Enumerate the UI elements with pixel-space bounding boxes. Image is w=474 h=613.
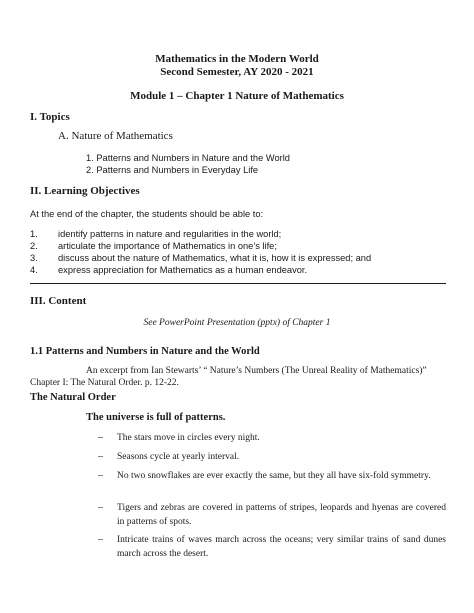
objective-number: 4. [30,265,38,275]
bullet-text: Seasons cycle at yearly interval. [117,452,240,462]
content-note: See PowerPoint Presentation (pptx) of Chapter 1 [143,318,331,328]
dash-marker: – [98,451,103,462]
dash-marker: – [98,502,103,513]
objective-number: 1. [30,229,38,239]
dash-marker: – [98,534,103,545]
excerpt-line: An excerpt from Ian Stewarts’ “ Nature’s Numbers (The Unreal Reality of Mathematics)” [86,366,427,376]
objective-text: discuss about the nature of Mathematics, what it is, how it is expressed; and [58,253,372,263]
objective-number: 3. [30,253,38,263]
bullet-text: Intricate trains of waves march across the oceans; very similar trains of sand dunes march across the desert. [117,535,446,559]
topics-heading: I. Topics [30,111,70,123]
objective-number: 2. [30,241,38,251]
objective-text: articulate the importance of Mathematics in one’s life; [58,241,277,251]
objectives-intro: At the end of the chapter, the students should be able to: [30,209,264,219]
topics-subheading [58,130,173,142]
objective-text: identify patterns in nature and regularities in the world; [58,229,282,239]
semester-title: Second Semester, AY 2020 - 2021 [160,66,314,78]
objectives-heading: II. Learning Objectives [30,185,140,197]
excerpt-line: Chapter I: The Natural Order. p. 12-22. [30,378,179,388]
content-heading: III. Content [30,295,87,307]
natural-order-heading: The Natural Order [30,392,116,403]
bullet-text: The stars move in circles every night. [117,433,260,443]
section-heading: 1.1 Patterns and Numbers in Nature and the World [30,346,260,357]
bullet-text: Tigers and zebras are covered in patterns of stripes, leopards and hyenas are covered in patterns of spots. [117,503,446,527]
emphasis-text: The universe is full of patterns. [86,412,226,423]
dash-marker: – [98,470,103,481]
topic-item: 1. Patterns and Numbers in Nature and the World [86,153,290,163]
section-divider [30,283,446,284]
bullet-text: No two snowflakes are ever exactly the same, but they all have six-fold symmetry. [117,471,431,481]
topic-item: 2. Patterns and Numbers in Everyday Life [86,165,259,175]
dash-marker: – [98,432,103,443]
topics-subheading-text: A. Nature of Mathematics [58,130,173,142]
module-title: Module 1 – Chapter 1 Nature of Mathematics [130,90,344,102]
objective-text: express appreciation for Mathematics as a human endeavor. [58,265,308,275]
course-title: Mathematics in the Modern World [155,53,319,65]
